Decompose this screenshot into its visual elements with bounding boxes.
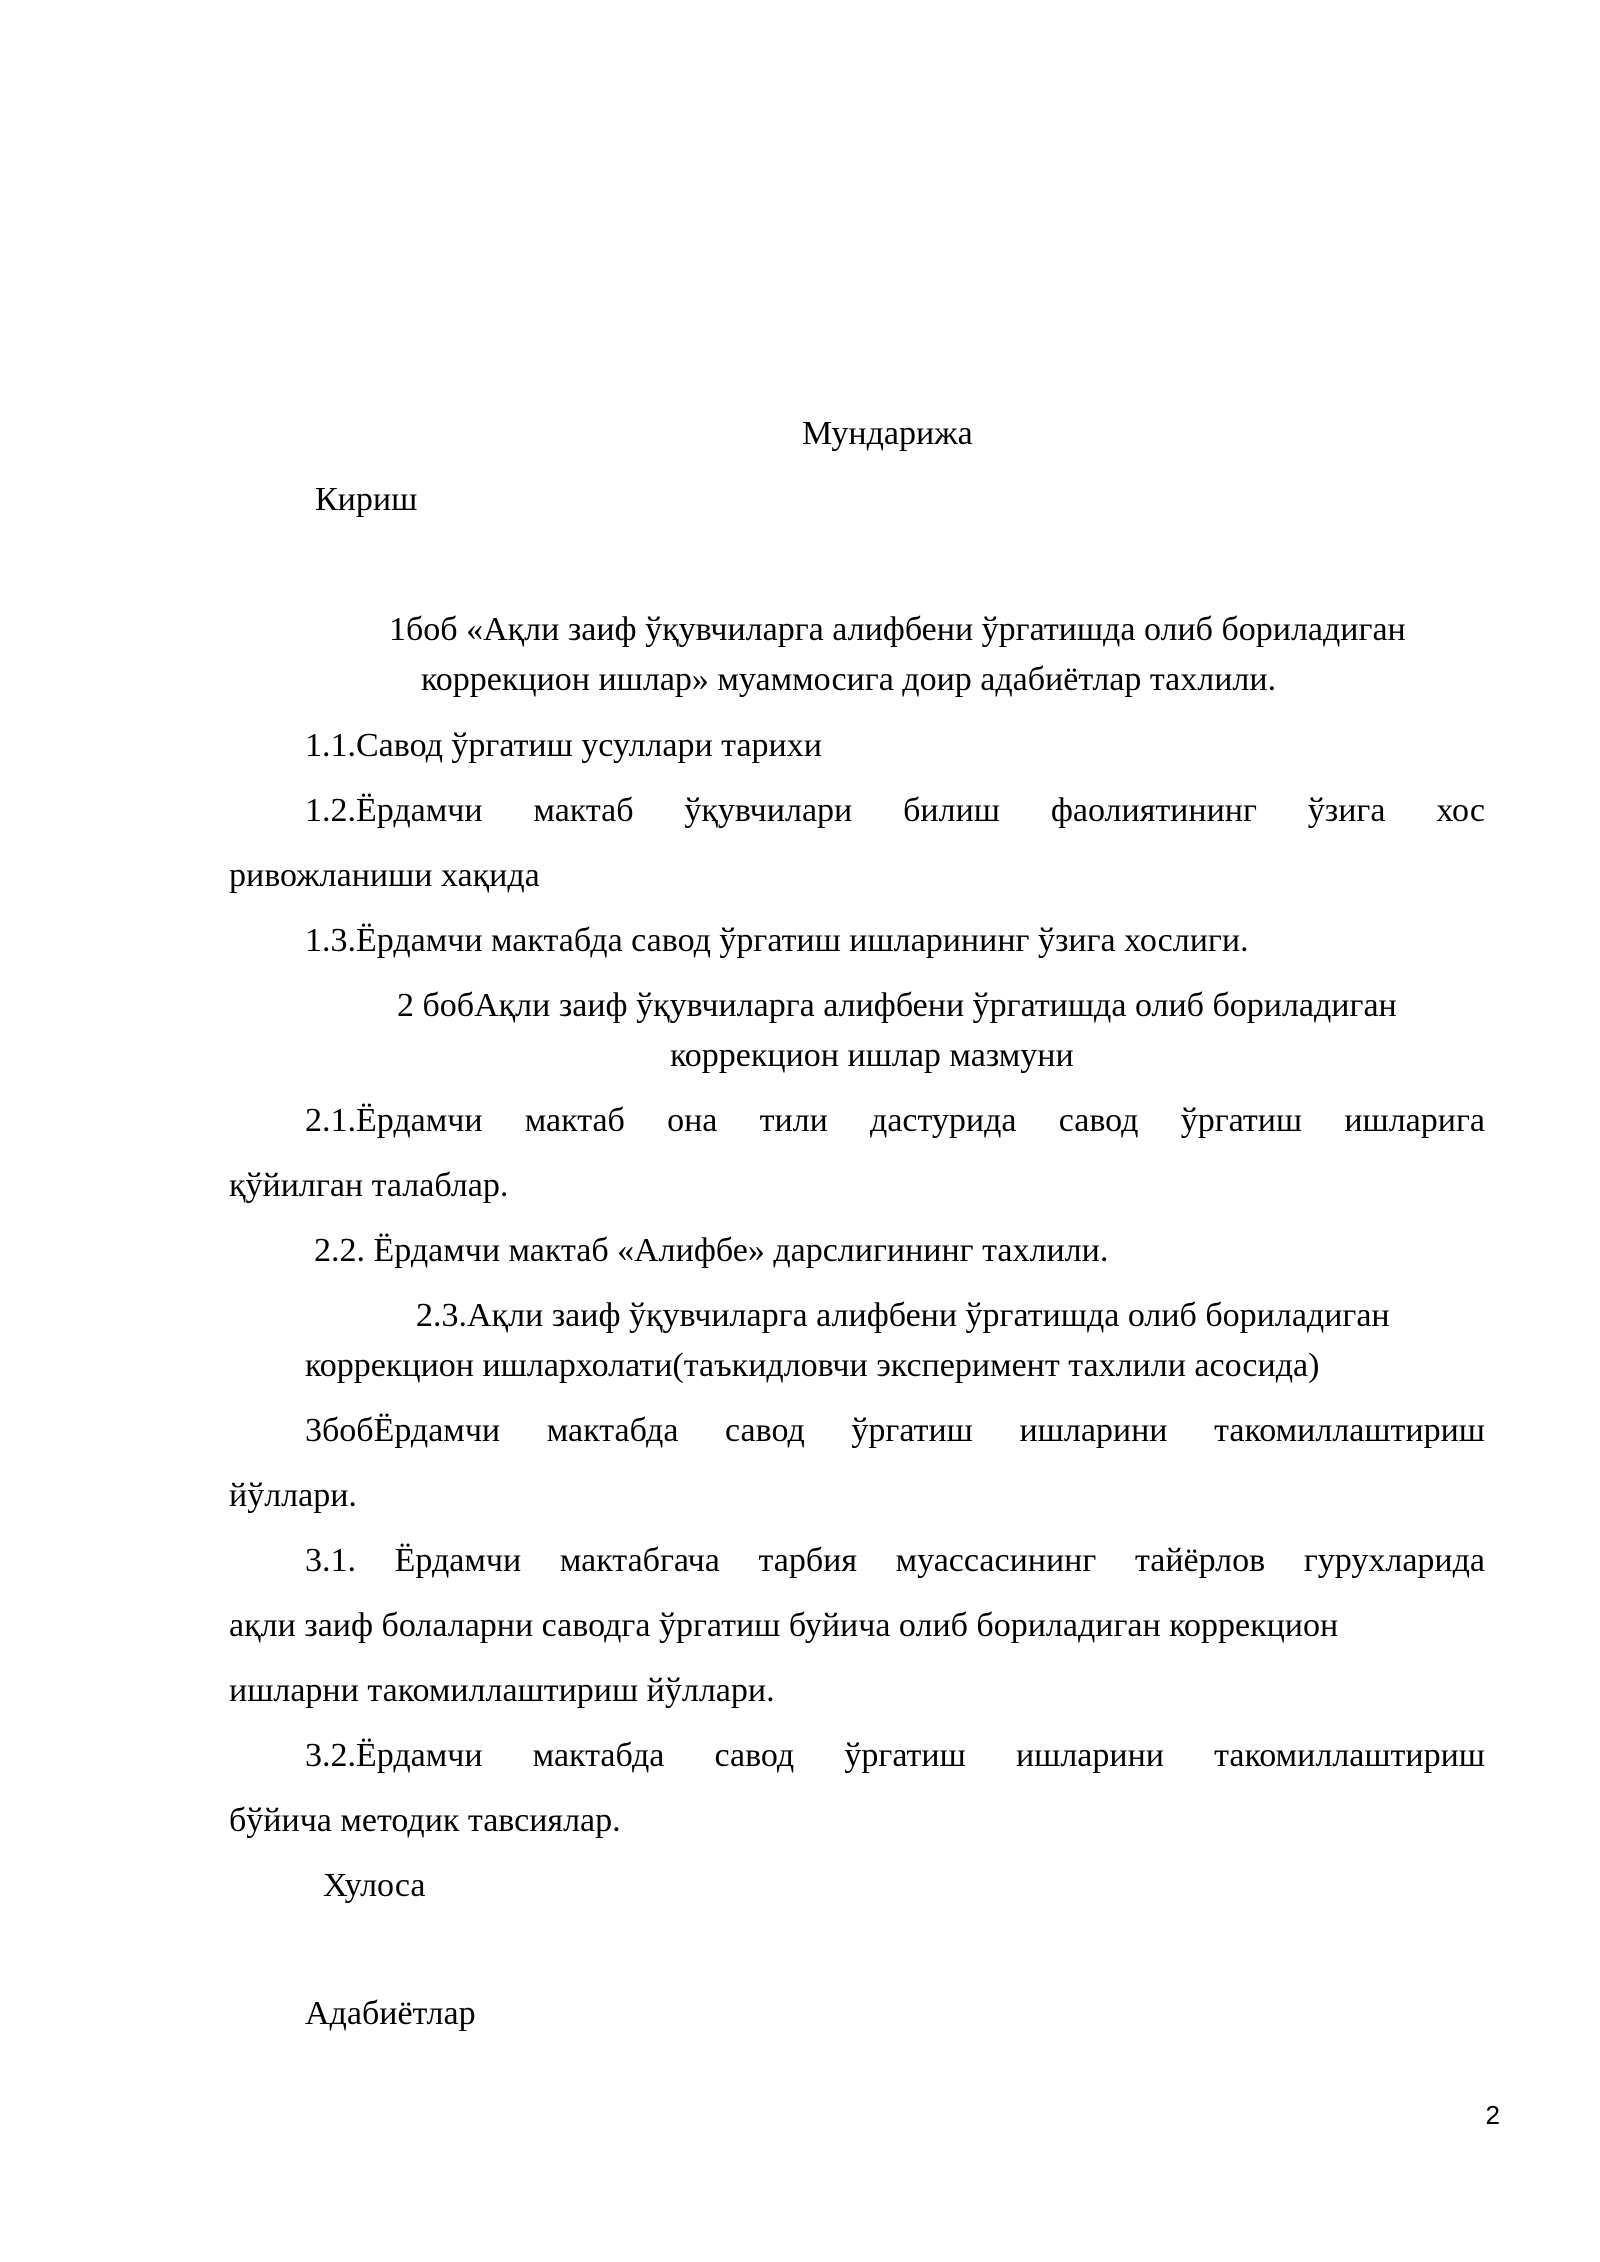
page-number: 2 (1485, 2100, 1500, 2130)
toc-entry-2-2: 2.2. Ёрдамчи мактаб «Алифбе» дарслигининг тахлили. (314, 1232, 1109, 1269)
toc-entry-chapter-3-line-2: йўллари. (229, 1477, 357, 1514)
toc-entry-2-3-line-1: 2.3.Ақли заиф ўқувчиларга алифбени ўргатишда олиб бориладиган (416, 1297, 1390, 1334)
toc-entry-3-2-line-2: бўйича методик тавсиялар. (229, 1802, 621, 1839)
toc-entry-1-1: 1.1.Савод ўргатиш усуллари тарихи (305, 727, 822, 764)
toc-entry-3-1-line-3: ишларни такомиллаштириш йўллари. (229, 1672, 775, 1709)
toc-entry-1-3: 1.3.Ёрдамчи мактабда савод ўргатиш ишларининг ўзига хослиги. (305, 922, 1249, 959)
toc-entry-chapter-1-line-2: коррекцион ишлар» муаммосига доир адабиётлар тахлили. (421, 661, 1277, 698)
toc-entry-3-1-line-1: 3.1. Ёрдамчи мактабгача тарбия муассасининг тайёрлов гурухларида (305, 1542, 1485, 1579)
toc-entry-3-1-line-2: ақли заиф болаларни саводга ўргатиш буйича олиб бориладиган коррекцион (229, 1607, 1339, 1644)
toc-entry-chapter-2-line-2: коррекцион ишлар мазмуни (670, 1037, 1074, 1074)
toc-entry-chapter-1-line-1: 1боб «Ақли заиф ўқувчиларга алифбени ўргатишда олиб бориладиган (389, 611, 1406, 648)
toc-entry-2-1-line-2: қўйилган талаблар. (229, 1167, 509, 1204)
toc-entry-references: Адабиётлар (305, 1995, 476, 2032)
toc-entry-1-2-line-1: 1.2.Ёрдамчи мактаб ўқувчилари билиш фаолиятининг ўзига хос (305, 792, 1485, 829)
page-title: Мундарижа (802, 415, 973, 452)
toc-entry-chapter-3-line-1: 3бобЁрдамчи мактабда савод ўргатиш ишларини такомиллаштириш (305, 1412, 1485, 1449)
toc-entry-chapter-2-line-1: 2 бобАқли заиф ўқувчиларга алифбени ўргатишда олиб бориладиган (397, 987, 1397, 1024)
toc-entry-intro: Кириш (315, 481, 418, 518)
toc-entry-3-2-line-1: 3.2.Ёрдамчи мактабда савод ўргатиш ишларини такомиллаштириш (305, 1737, 1485, 1774)
toc-entry-1-2-line-2: ривожланиши хақида (229, 857, 540, 894)
toc-entry-conclusion: Хулоса (323, 1867, 426, 1904)
toc-entry-2-1-line-1: 2.1.Ёрдамчи мактаб она тили дастурида савод ўргатиш ишларига (305, 1102, 1485, 1139)
toc-entry-2-3-line-2: коррекцион ишлархолати(таъкидловчи эксперимент тахлили асосида) (305, 1347, 1320, 1384)
